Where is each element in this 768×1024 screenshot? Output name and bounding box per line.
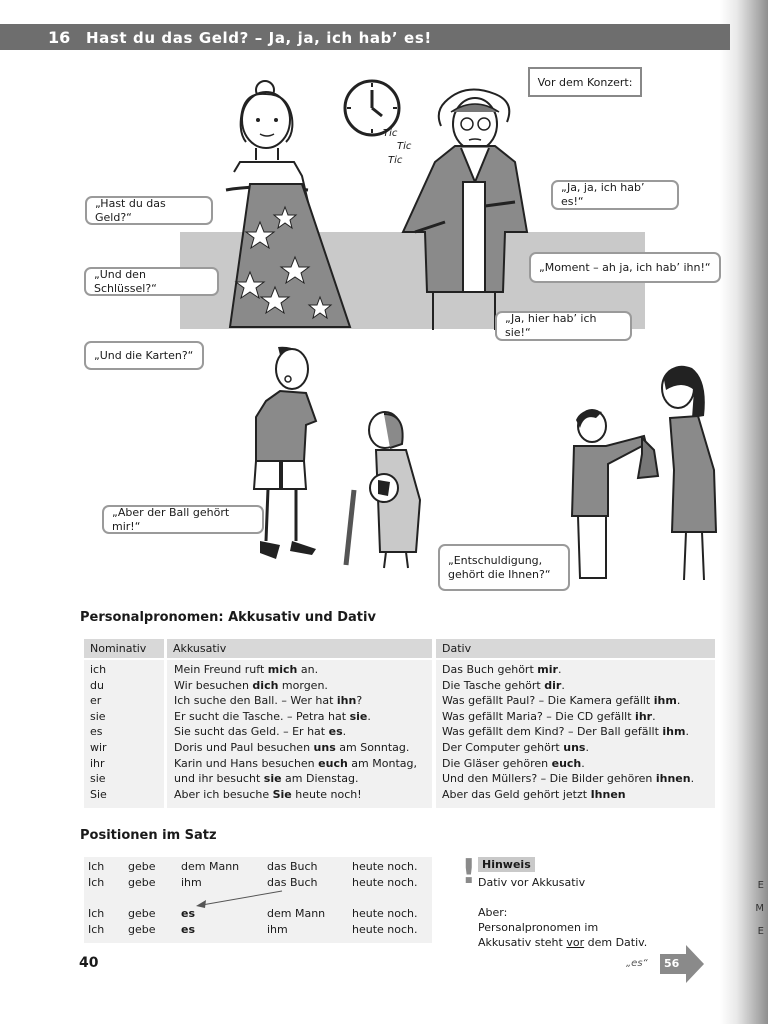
sentence-text: Aber das Geld gehört jetzt [442, 787, 591, 801]
akkusativ-sentence [174, 724, 417, 740]
sentence-text: Aber ich besuche [174, 787, 273, 801]
position-cell: das Buch [267, 860, 318, 873]
position-cell: das Buch [267, 876, 318, 889]
hint-underline: vor [566, 936, 585, 949]
column-header-nominativ: Nominativ [84, 639, 164, 658]
position-cell: heute noch. [352, 907, 418, 920]
position-cell: es [181, 923, 196, 936]
akkusativ-sentence [174, 693, 417, 709]
scene-caption: Vor dem Konzert: [528, 67, 642, 97]
lesson-title: Hast du das Geld? – Ja, ja, ich hab’ es! [86, 29, 432, 47]
woman-standing-illustration [652, 360, 722, 582]
sentence-text: . [581, 756, 585, 770]
sentence-text: . [342, 725, 347, 739]
position-cell: dem Mann [267, 907, 326, 920]
position-cell: gebe [128, 860, 156, 873]
dativ-sentence [442, 693, 694, 709]
position-cell: Ich [88, 907, 105, 920]
position-cell: es [181, 907, 196, 920]
sentence-text: und ihr besucht [174, 772, 264, 786]
sentence-text: Doris und Paul besuchen [174, 740, 314, 754]
speech-bubble-ball: „Aber der Ball gehört mir!“ [102, 505, 264, 534]
dativ-sentence [442, 678, 694, 694]
dativ-sentence [442, 771, 694, 787]
sentence-text: . [367, 709, 371, 723]
sentence-text: . [557, 663, 562, 676]
nominativ-cell: wir [90, 740, 107, 754]
sentence-text: am Montag, [347, 756, 417, 770]
edge-letter: M [755, 903, 764, 914]
edge-letter: E [757, 880, 764, 891]
tic-text: Tic [388, 155, 403, 166]
sentence-text: heute noch! [291, 787, 362, 801]
pronouns-section-title: Personalpronomen: Akkusativ und Dativ [80, 610, 376, 625]
page-gutter-shade [720, 0, 768, 1024]
nominativ-cell: sie [90, 772, 106, 786]
position-cell: gebe [128, 876, 156, 889]
sentence-text: Karin und Hans besuchen [174, 756, 319, 770]
akkusativ-sentence [174, 771, 417, 787]
sentence-text: Was gefällt Paul? – Die Kamera gefällt [442, 694, 654, 708]
dativ-examples [442, 662, 694, 802]
sentence-text: Die Tasche gehört [442, 678, 545, 692]
position-cell: Ich [88, 923, 105, 936]
position-cell: gebe [128, 923, 156, 936]
pronoun-highlight: mich [267, 663, 298, 676]
sentence-text: . [561, 678, 565, 692]
nominativ-cell: du [90, 678, 104, 692]
hint-label: Hinweis [478, 857, 535, 872]
akkusativ-sentence [174, 740, 417, 756]
hint-text-rule [478, 936, 647, 949]
sentence-text: am Sonntag. [335, 740, 410, 754]
pronoun-highlight: dich [252, 678, 279, 692]
sentence-text: am Dienstag. [281, 772, 359, 786]
nominativ-cell: sie [90, 709, 106, 723]
pronoun-highlight: Ihnen [590, 787, 626, 801]
pronoun-highlight: Sie [272, 787, 292, 801]
nominativ-list [90, 662, 107, 802]
speech-bubble-hier: „Ja, hier hab’ ich sie!“ [495, 311, 632, 341]
dativ-sentence [442, 662, 694, 678]
pronoun-highlight: sie [263, 772, 282, 786]
pronoun-highlight: uns [563, 740, 586, 754]
akkusativ-sentence [174, 709, 417, 725]
sentence-text: Die Gläser gehören [442, 756, 552, 770]
speech-bubble-karten: „Und die Karten?“ [84, 341, 204, 370]
dativ-sentence [442, 724, 694, 740]
sentence-text: Der Computer gehört [442, 740, 564, 754]
position-cell: heute noch. [352, 876, 418, 889]
tic-text: Tic [397, 141, 412, 152]
sentence-text: Was gefällt Maria? – Die CD gefällt [442, 709, 636, 723]
akkusativ-sentence [174, 756, 417, 772]
column-header-dativ: Dativ [436, 639, 715, 658]
position-cell: heute noch. [352, 860, 418, 873]
pronoun-highlight: euch [551, 756, 582, 770]
akkusativ-sentence [174, 787, 417, 803]
speech-bubble-geld: „Hast du das Geld?“ [85, 196, 213, 225]
akkusativ-examples [174, 662, 417, 802]
pronoun-highlight: ihm [662, 725, 686, 739]
hint-text: Aber: [478, 906, 508, 919]
hint-text: Dativ vor Akkusativ [478, 876, 586, 889]
position-cell: ihm [181, 876, 202, 889]
hint-text: Akkusativ steht [478, 936, 567, 949]
hint-text: Personalpronomen im [478, 921, 599, 934]
sentence-text: Das Buch gehört [442, 663, 538, 676]
hint-text: dem Dativ. [584, 936, 648, 949]
column-header-akkusativ: Akkusativ [167, 639, 432, 658]
nominativ-cell: Sie [90, 787, 107, 801]
boy-handing-bag-illustration [562, 406, 662, 581]
old-woman-illustration [340, 410, 425, 570]
sentence-text: ? [356, 694, 363, 708]
speech-bubble-hab-es: „Ja, ja, ich hab’ es!“ [551, 180, 679, 210]
pronoun-highlight: sie [349, 709, 368, 723]
position-cell: ihm [267, 923, 288, 936]
sentence-text: . [676, 694, 681, 708]
sentence-text: Und den Müllers? – Die Bilder gehören [442, 772, 656, 786]
nominativ-cell: er [90, 694, 102, 708]
nominativ-cell: es [90, 725, 103, 739]
dativ-sentence [442, 787, 694, 803]
sentence-text: . [652, 709, 656, 723]
pronoun-highlight: uns [313, 740, 336, 754]
position-cell: gebe [128, 907, 156, 920]
akkusativ-sentence [174, 678, 417, 694]
nominativ-cell: ich [90, 663, 107, 676]
nominativ-cell: ihr [90, 756, 105, 770]
bubble-line: gehört die Ihnen?“ [448, 568, 551, 581]
edge-letter: E [757, 926, 764, 937]
position-cell: heute noch. [352, 923, 418, 936]
sentence-text: Wir besuchen [174, 678, 253, 692]
position-cell: Ich [88, 876, 105, 889]
sentence-text: Ich suche den Ball. – Wer hat [174, 694, 337, 708]
position-cell: Ich [88, 860, 105, 873]
page-number: 40 [79, 955, 99, 971]
pronoun-highlight: euch [318, 756, 348, 770]
sentence-text: Sie sucht das Geld. – Er hat [174, 725, 329, 739]
pronoun-highlight: dir [544, 678, 562, 692]
sentence-text: Was gefällt dem Kind? – Der Ball gefällt [442, 725, 663, 739]
speech-bubble-moment: „Moment – ah ja, ich hab’ ihn!“ [529, 252, 721, 283]
pronoun-highlight: mir [537, 663, 558, 676]
bubble-line: „Entschuldigung, [448, 554, 543, 567]
cross-reference-label: „es“ [626, 958, 648, 969]
sentence-text: . [685, 725, 689, 739]
pronoun-highlight: es [328, 725, 343, 739]
sentence-text: Er sucht die Tasche. – Petra hat [174, 709, 350, 723]
pronoun-highlight: ihnen [655, 772, 691, 786]
exclamation-icon: ! [461, 852, 477, 892]
man-searching-illustration [385, 82, 535, 330]
akkusativ-sentence [174, 662, 417, 678]
sentence-text: Mein Freund ruft [174, 663, 268, 676]
dativ-sentence [442, 709, 694, 725]
pronoun-highlight: ihr [635, 709, 653, 723]
pronoun-highlight: ihm [653, 694, 677, 708]
pronoun-highlight: ihn [336, 694, 357, 708]
lesson-number: 16 [48, 28, 71, 47]
positions-section-title: Positionen im Satz [80, 828, 217, 843]
dativ-sentence [442, 740, 694, 756]
sentence-text: . [690, 772, 695, 786]
sentence-text: morgen. [278, 678, 328, 692]
dativ-sentence [442, 756, 694, 772]
speech-bubble-entschuldigung [438, 544, 570, 591]
sentence-text: . [585, 740, 589, 754]
sentence-text: an. [297, 663, 319, 676]
speech-bubble-schluessel: „Und den Schlüssel?“ [84, 267, 219, 296]
position-cell: dem Mann [181, 860, 240, 873]
cross-reference-page[interactable]: 56 [664, 957, 680, 970]
tic-text: Tic [383, 128, 398, 139]
